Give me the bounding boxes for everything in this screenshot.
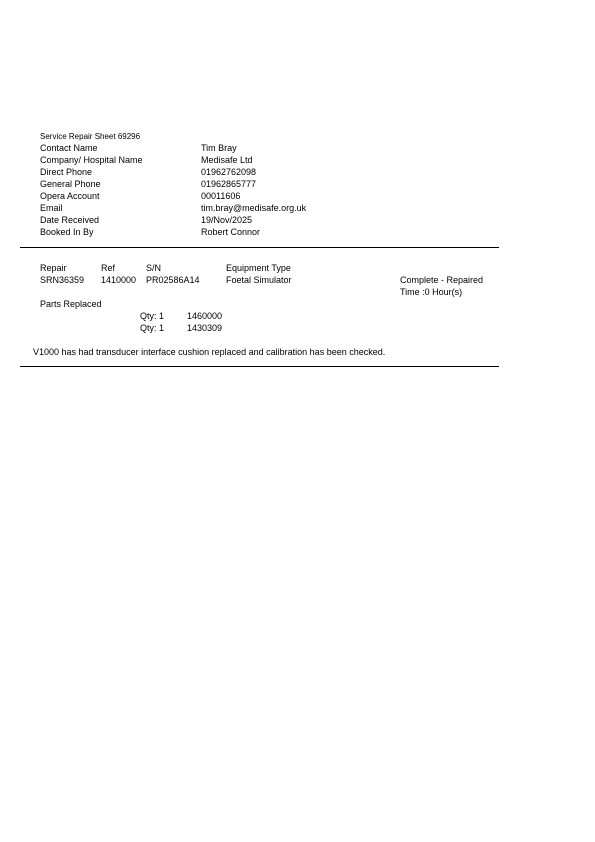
date-received-label: Date Received	[40, 215, 100, 225]
email-value: tim.bray@medisafe.org.uk	[201, 203, 307, 213]
repair-number: SRN36359	[40, 275, 85, 285]
sheet-title: Service Repair Sheet 69296	[40, 132, 141, 141]
repair-divider	[20, 366, 499, 367]
general-phone-value: 01962865777	[201, 179, 257, 189]
company-value: Medisafe Ltd	[201, 155, 253, 165]
repair-column-header: Repair	[40, 263, 67, 273]
equipment-type-value: Foetal Simulator	[226, 275, 292, 285]
sn-column-header: S/N	[146, 263, 162, 273]
repair-time: Time :0 Hour(s)	[400, 287, 463, 297]
contact-name-value: Tim Bray	[201, 143, 237, 153]
part-number: 1430309	[187, 323, 223, 333]
date-received-value: 19/Nov/2025	[201, 215, 253, 225]
part-qty: Qty: 1	[140, 311, 165, 321]
email-label: Email	[40, 203, 63, 213]
equipment-type-column-header: Equipment Type	[226, 263, 291, 273]
contact-name-label: Contact Name	[40, 143, 98, 153]
direct-phone-value: 01962762098	[201, 167, 257, 177]
opera-account-value: 00011606	[201, 191, 241, 201]
ref-column-header: Ref	[101, 263, 116, 273]
general-phone-label: General Phone	[40, 179, 101, 189]
repair-status: Complete - Repaired	[400, 275, 484, 285]
part-qty: Qty: 1	[140, 323, 165, 333]
parts-replaced-label: Parts Replaced	[40, 299, 102, 309]
part-number: 1460000	[187, 311, 223, 321]
opera-account-label: Opera Account	[40, 191, 100, 201]
header-divider	[20, 247, 499, 248]
company-label: Company/ Hospital Name	[40, 155, 143, 165]
booked-in-by-label: Booked In By	[40, 227, 94, 237]
serial-number: PR02586A14	[146, 275, 200, 285]
booked-in-by-value: Robert Connor	[201, 227, 261, 237]
direct-phone-label: Direct Phone	[40, 167, 93, 177]
repair-note: V1000 has had transducer interface cushion replaced and calibration has been checked.	[33, 347, 386, 357]
ref-value: 1410000	[101, 275, 137, 285]
